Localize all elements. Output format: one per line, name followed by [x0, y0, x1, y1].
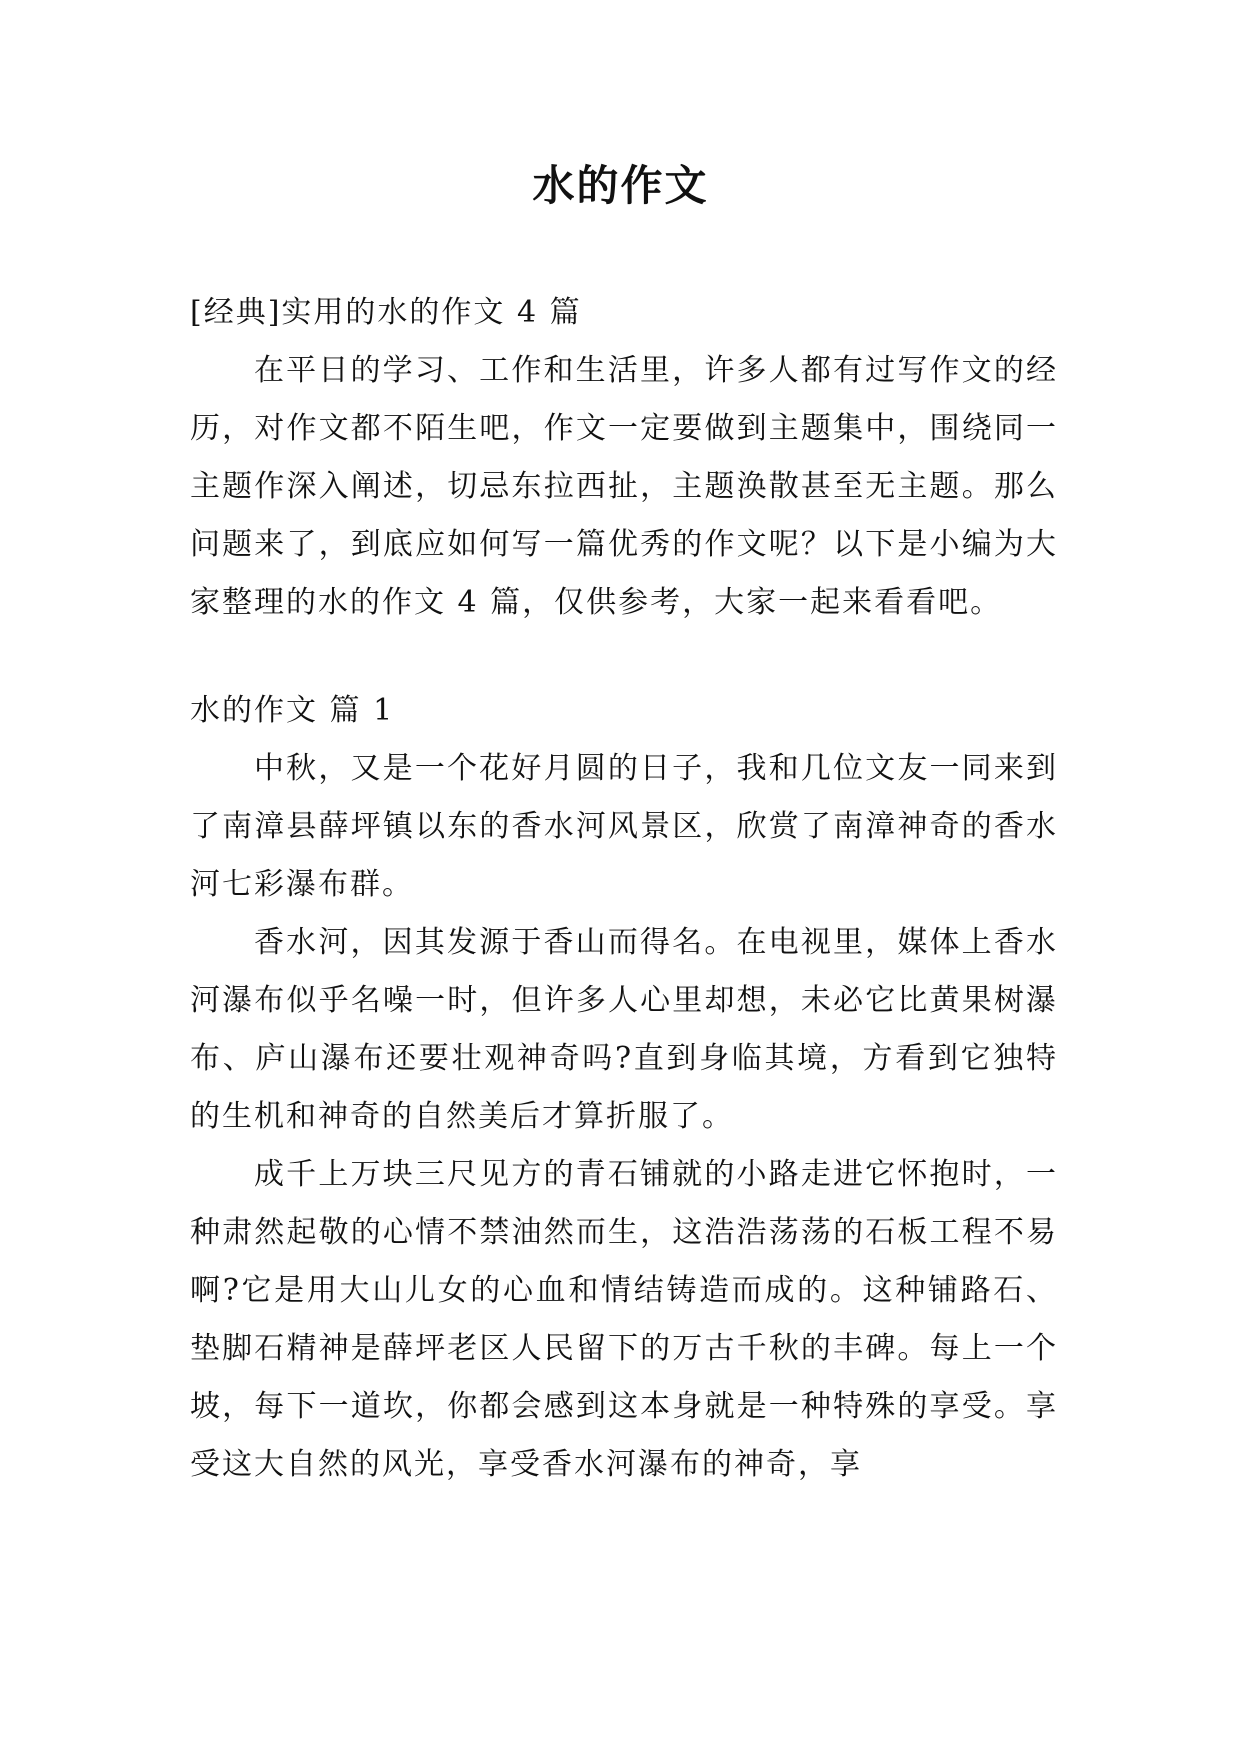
body-paragraph-3: 成千上万块三尺见方的青石铺就的小路走进它怀抱时，一种肃然起敬的心情不禁油然而生，这浩浩荡荡的石板工程不易啊?它是用大山儿女的心血和情结铸造而成的。这种铺路石、垫脚石精神是薛坪老区人民留下的万古千秋的丰碑。每上一个坡，每下一道坎，你都会感到这本身就是一种特殊的享受。享受这大自然的风光，享受香水河瀑布的神奇，享 — [190, 1157, 1058, 1482]
document-title: 水的作文 — [532, 161, 709, 210]
section-heading: 水的作文 篇 1 — [190, 693, 395, 728]
document-body — [190, 284, 1058, 1494]
intro-paragraph: 在平日的学习、工作和生活里，许多人都有过写作文的经历，对作文都不陌生吧，作文一定要做到主题集中，围绕同一主题作深入阐述，切忌东拉西扯，主题涣散甚至无主题。那么问题来了，到底应如何写一篇优秀的作文呢？以下是小编为大家整理的水的作文 4 篇，仅供参考，大家一起来看看吧。 — [190, 353, 1058, 620]
body-paragraph-1: 中秋，又是一个花好月圆的日子，我和几位文友一同来到了南漳县薛坪镇以东的香水河风景区，欣赏了南漳神奇的香水河七彩瀑布群。 — [190, 751, 1058, 902]
body-paragraph-2: 香水河，因其发源于香山而得名。在电视里，媒体上香水河瀑布似乎名噪一时，但许多人心里却想，未必它比黄果树瀑布、庐山瀑布还要壮观神奇吗?直到身临其境，方看到它独特的生机和神奇的自然美后才算折服了。 — [190, 925, 1058, 1134]
document-subtitle: [经典]实用的水的作文 4 篇 — [190, 295, 582, 330]
